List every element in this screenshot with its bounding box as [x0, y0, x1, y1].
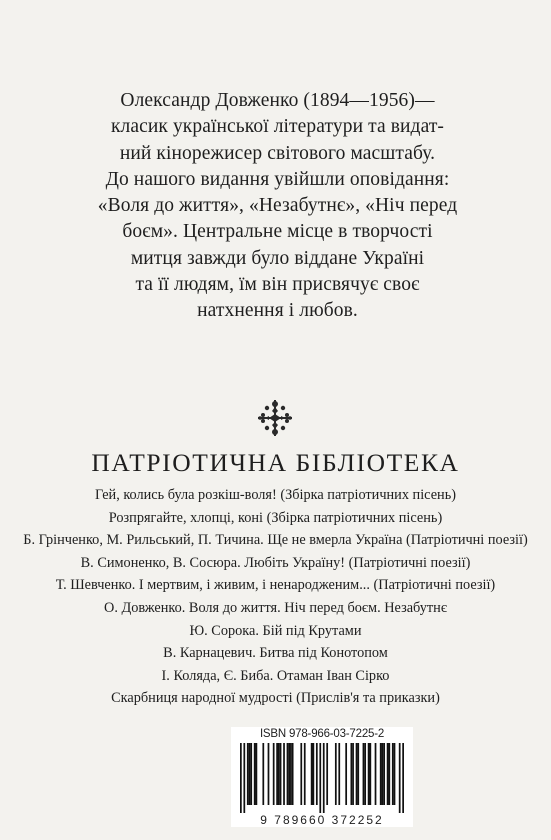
barcode-bar: [311, 743, 313, 805]
barcode-bar: [338, 743, 340, 805]
barcode-bar: [300, 743, 302, 805]
barcode-bar: [380, 743, 382, 805]
barcode-bar: [254, 743, 256, 805]
barcode-digits: 9 789660 372252: [231, 813, 413, 827]
barcode-bar: [392, 743, 394, 805]
series-list-item: Ю. Сорока. Бій під Крутами: [189, 622, 362, 639]
barcode-bar: [283, 743, 285, 805]
barcode-bar: [335, 743, 337, 805]
barcode-bar: [345, 743, 347, 805]
series-list-item: О. Довженко. Воля до життя. Ніч перед боєм. Незабутнє: [104, 599, 447, 616]
barcode-bar: [313, 743, 315, 805]
isbn-barcode: [231, 727, 413, 827]
barcode-bar: [319, 743, 321, 813]
series-list-item: Т. Шевченко. І мертвим, і живим, і ненародженим... (Патріотичні поезії): [55, 577, 496, 594]
barcode-bar: [276, 743, 278, 805]
barcode-bar: [273, 743, 275, 805]
barcode-bar: [249, 743, 251, 805]
barcode-bar: [394, 743, 396, 805]
barcode-bar: [399, 743, 401, 813]
barcode-bar: [288, 743, 290, 805]
barcode-bar: [290, 743, 292, 805]
barcode-bar: [268, 743, 270, 805]
annotation-line: ний кінорежисер світового масштабу.: [119, 142, 436, 164]
series-list-item: В. Карнацевич. Битва під Конотопом: [163, 645, 388, 662]
isbn-label: ISBN 978-966-03-7225-2: [259, 728, 385, 740]
series-list-item: Гей, колись була розкіш-воля! (Збірка патріотичних пісень): [95, 487, 456, 503]
barcode-bar: [316, 743, 318, 805]
barcode-bar: [352, 743, 354, 805]
barcode-bar: [256, 743, 258, 805]
barcode-bar: [350, 743, 352, 805]
barcode-bar: [250, 743, 252, 805]
barcode-bar: [326, 743, 328, 805]
annotation-line: митця завжди було віддане Україні: [130, 247, 425, 269]
barcode-bar: [262, 743, 264, 805]
barcode-bar: [243, 743, 245, 813]
barcode-bar: [304, 743, 306, 805]
barcode-bar: [356, 743, 358, 805]
barcode-bar: [382, 743, 384, 805]
barcode-bar: [402, 743, 404, 813]
barcode-bars: [240, 743, 404, 813]
series-list-item: Розпрягайте, хлопці, коні (Збірка патріотичних пісень): [108, 509, 443, 526]
barcode-bar: [375, 743, 377, 805]
annotation-line: Олександр Довженко (1894—1956)—: [120, 90, 435, 111]
annotation-line: натхнення і любов.: [197, 300, 358, 322]
series-list-item: Б. Грінченко, М. Рильський, П. Тичина. Ще не вмерла Україна (Патріотичні поезії): [23, 532, 528, 549]
floral-ornament-icon: [255, 398, 295, 438]
annotation-line: «Воля до життя», «Незабутнє», «Ніч перед: [97, 195, 458, 217]
barcode-bar: [388, 743, 390, 805]
barcode-bar: [287, 743, 289, 805]
annotation-line: класик української літератури та видат-: [110, 116, 445, 138]
series-list-item: В. Симоненко, В. Сосюра. Любіть Україну! (Патріотичні поезії): [80, 554, 471, 571]
barcode-bar: [278, 743, 280, 805]
series-list-item: Скарбниця народної мудрості (Прислів'я та приказки): [111, 690, 440, 707]
series-list-item: І. Коляда, Є. Биба. Отаман Іван Сірко: [161, 667, 390, 684]
barcode-bar: [363, 743, 365, 805]
barcode-bar: [383, 743, 385, 805]
barcode-bar: [280, 743, 282, 805]
annotation-line: та її людям, їм він присвячує своє: [135, 274, 420, 296]
barcode-bar: [364, 743, 366, 805]
barcode-bar: [369, 743, 371, 805]
barcode-bar: [387, 743, 389, 805]
book-annotation: [60, 88, 495, 325]
barcode-bar: [368, 743, 370, 805]
barcode-bar: [247, 743, 249, 805]
barcode-bar: [292, 743, 294, 805]
series-title: ПАТРІОТИЧНА БІБЛІОТЕКА: [91, 448, 460, 477]
barcode-bar: [240, 743, 242, 813]
barcode-bar: [323, 743, 325, 813]
annotation-line: боєм». Центральне місце в творчості: [122, 221, 433, 243]
barcode-bar: [357, 743, 359, 805]
annotation-line: До нашого видання увійшли оповідання:: [105, 168, 450, 190]
series-book-list: [0, 484, 551, 710]
